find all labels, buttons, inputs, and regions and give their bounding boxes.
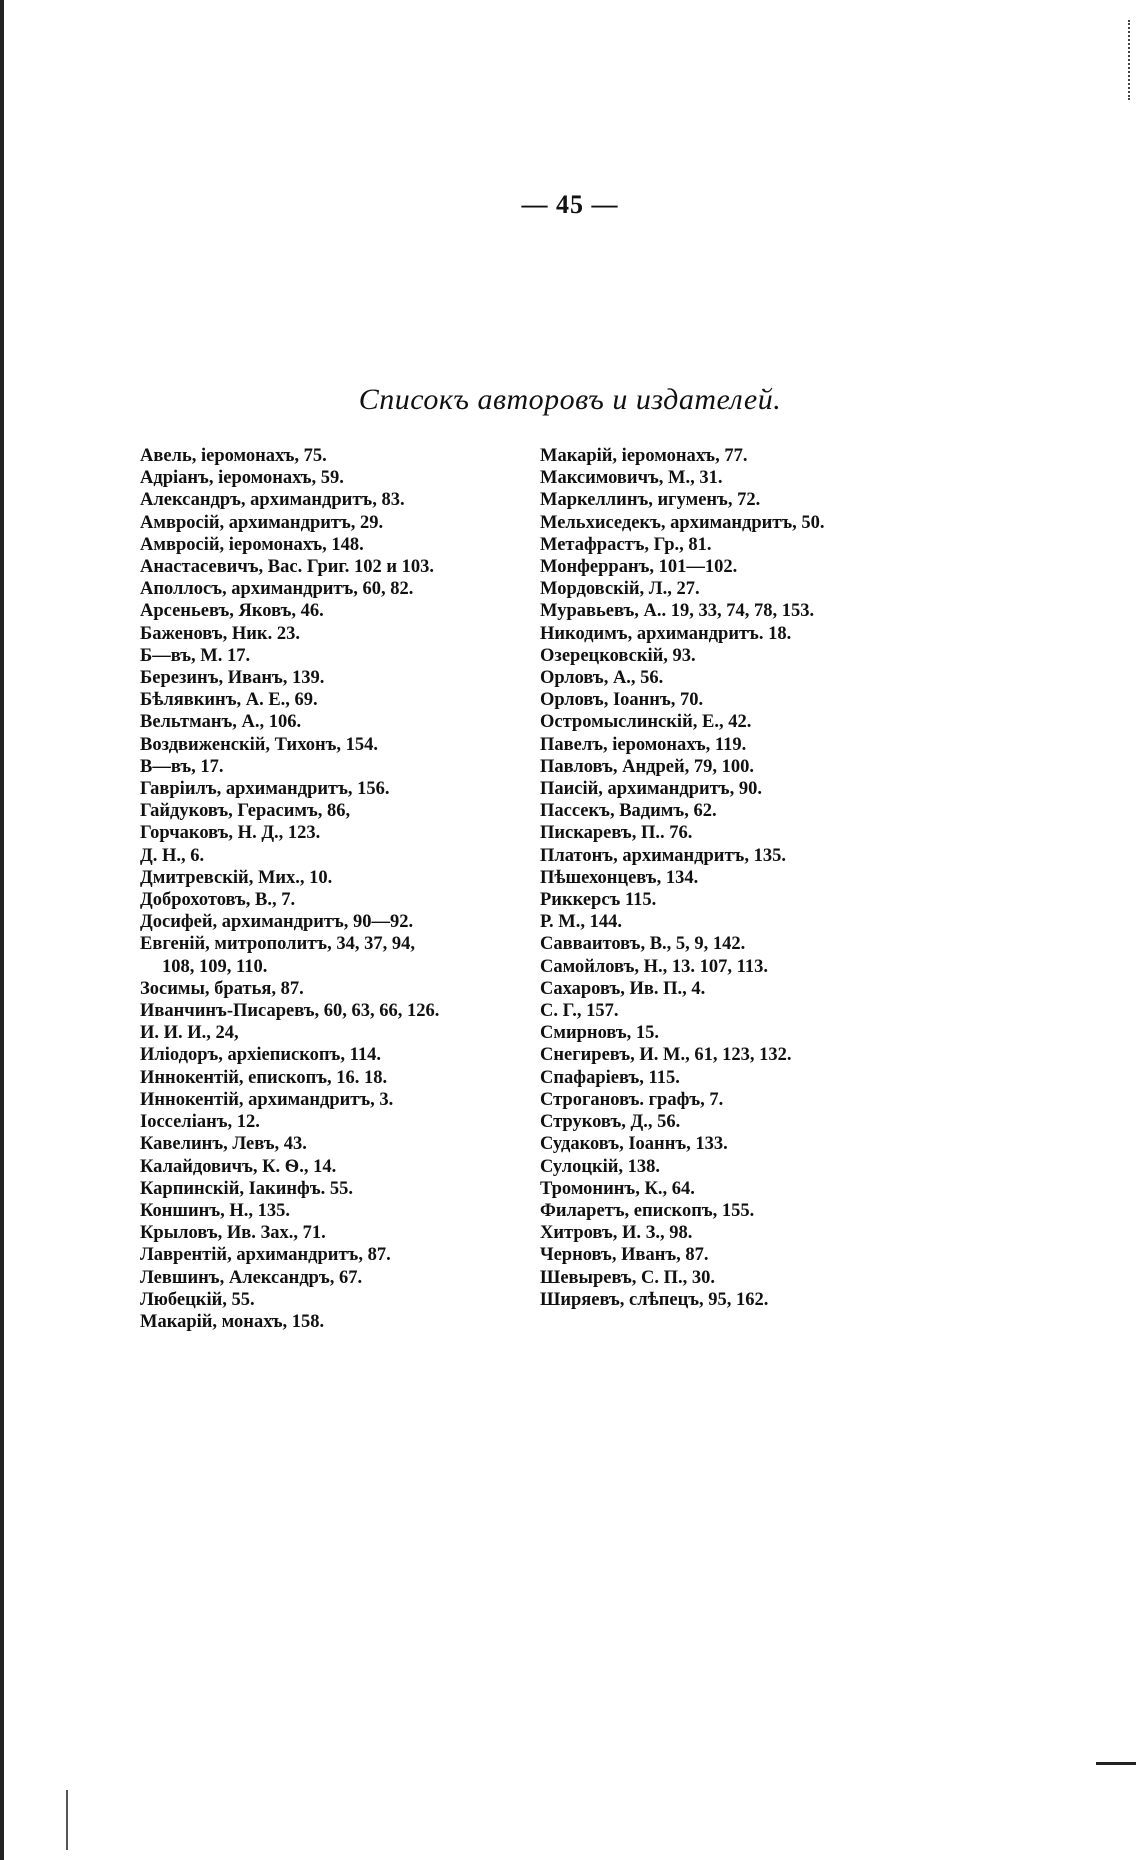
index-entry: Орловъ, Іоаннъ, 70. [540,690,704,711]
index-entry: Озерецковскій, 93. [540,645,696,666]
index-entry: Евгеній, митрополитъ, 34, 37, 94, [140,934,415,955]
index-entry: Анастасевичъ, Вас. Григ. 102 и 103. [140,557,435,578]
page-edge-specks [1128,20,1133,100]
index-entry: Хитровъ, И. З., 98. [540,1223,693,1244]
page-edge-tick [66,1790,68,1850]
page-title: Списокъ авторовъ и издателей. [358,383,782,416]
index-entry: Черновъ, Иванъ, 87. [540,1245,709,1266]
index-entry: Метафрастъ, Гр., 81. [540,534,712,555]
index-entry: Левшинъ, Александръ, 67. [140,1267,363,1288]
index-entry: Павловъ, Андрей, 79, 100. [540,756,755,777]
index-entry: Пѣшехонцевъ, 134. [540,867,699,888]
index-entry: Маркеллинъ, игуменъ, 72. [540,490,761,511]
index-entry: Снегиревъ, И. М., 61, 123, 132. [540,1045,792,1066]
index-entry: Смирновъ, 15. [540,1023,660,1044]
index-entry: Мордовскій, Л., 27. [540,579,700,600]
index-entry: Павелъ, іеромонахъ, 119. [540,734,747,755]
index-entry: Муравьевъ, А.. 19, 33, 74, 78, 153. [540,601,815,622]
index-entry: Пискаревъ, П.. 76. [540,823,693,844]
index-entry: Бѣлявкинъ, А. Е., 69. [140,690,318,711]
index-entry: Риккерсъ 115. [540,890,657,911]
index-entry: Арсеньевъ, Яковъ, 46. [140,601,324,622]
index-entry: Баженовъ, Ник. 23. [140,623,300,644]
index-entry: Коншинъ, Н., 135. [140,1200,291,1221]
index-entry: Лаврентій, архимандритъ, 87. [140,1245,391,1266]
index-entry: Карпинскій, Іакинфъ. 55. [140,1178,353,1199]
index-entry: Судаковъ, Іоаннъ, 133. [540,1134,728,1155]
index-entry: Паисій, архимандритъ, 90. [540,779,762,800]
index-entry: Досифей, архимандритъ, 90—92. [140,912,414,933]
index-entry: Горчаковъ, Н. Д., 123. [140,823,321,844]
index-entry: Кавелинъ, Левъ, 43. [140,1134,307,1155]
index-entry: Вельтманъ, А., 106. [140,712,302,733]
index-entry: Р. М., 144. [540,912,622,933]
index-entry: Гавріилъ, архимандритъ, 156. [140,779,390,800]
index-entry: Орловъ, А., 56. [540,668,664,689]
page-edge-shadow [0,0,4,1860]
index-entry: Воздвиженскій, Тихонъ, 154. [140,734,379,755]
index-entry: Д. Н., 6. [140,845,205,866]
index-entry: Макарій, монахъ, 158. [140,1311,325,1332]
index-entry: Амвросій, іеромонахъ, 148. [140,534,364,555]
index-entry: Иннокентій, архимандритъ, 3. [140,1089,394,1110]
index-entry: Любецкій, 55. [140,1289,255,1310]
index-entry: Гайдуковъ, Герасимъ, 86, [140,801,351,822]
index-entry: Монферранъ, 101—102. [540,557,738,578]
index-entry: Аполлосъ, архимандритъ, 60, 82. [140,579,414,600]
index-entry: Калайдовичъ, К. Ѳ., 14. [140,1156,337,1177]
index-entry: Иліодоръ, архіепископъ, 114. [140,1045,381,1066]
index-entry: Іосселіанъ, 12. [140,1112,260,1133]
index-entry: Шевыревъ, С. П., 30. [540,1267,716,1288]
index-entry: Иннокентій, епископъ, 16. 18. [140,1067,388,1088]
index-entry: И. И. И., 24, [140,1023,239,1044]
index-entry: Б—въ, М. 17. [140,645,251,666]
index-entry: Савваитовъ, В., 5, 9, 142. [540,934,746,955]
index-entry: В—въ, 17. [140,756,224,777]
index-entry: Спафаріевъ, 115. [540,1067,680,1088]
index-entry: Дмитревскій, Мих., 10. [140,867,333,888]
index-entry: Мельхиседекъ, архимандритъ, 50. [540,512,825,533]
index-entry: Иванчинъ-Писаревъ, 60, 63, 66, 126. [140,1001,440,1022]
index-entry: Доброхотовъ, В., 7. [140,890,296,911]
index-entry: Сулоцкій, 138. [540,1156,661,1177]
index-entry: Березинъ, Иванъ, 139. [140,668,325,689]
index-entry: Александръ, архимандритъ, 83. [140,490,405,511]
index-entry: Макарій, іеромонахъ, 77. [540,446,748,466]
index-entry: Крыловъ, Ив. Зах., 71. [140,1223,326,1244]
index-entry: Платонъ, архимандритъ, 135. [540,845,786,866]
index-entry: Авель, іеромонахъ, 75. [140,446,327,466]
index-entry: Зосимы, братья, 87. [140,978,304,999]
authors-list-left [140,445,535,1333]
index-entry: Тромонинъ, К., 64. [540,1178,695,1199]
index-entry: Никодимъ, архимандритъ. 18. [540,623,792,644]
page-number: — 45 — [521,190,619,219]
index-entry: Максимовичъ, М., 31. [540,468,723,489]
index-entry: Филаретъ, епископъ, 155. [540,1200,755,1221]
page-edge-mark [1096,1762,1136,1765]
index-entry: Строгановъ. графъ, 7. [540,1089,724,1110]
index-entry: Сахаровъ, Ив. П., 4. [540,978,706,999]
index-entry: Струковъ, Д., 56. [540,1112,681,1133]
index-entry: Самойловъ, Н., 13. 107, 113. [540,956,768,977]
index-entry: Амвросій, архимандритъ, 29. [140,512,384,533]
index-entry: Ширяевъ, слѣпецъ, 95, 162. [540,1289,769,1310]
index-entry: Адріанъ, іеромонахъ, 59. [140,468,344,489]
index-entry: Остромыслинскій, Е., 42. [540,712,752,733]
index-entry: Пассекъ, Вадимъ, 62. [540,801,717,822]
index-entry: 108, 109, 110. [162,956,268,977]
authors-list-right [540,445,940,1311]
index-entry: С. Г., 157. [540,1001,619,1022]
